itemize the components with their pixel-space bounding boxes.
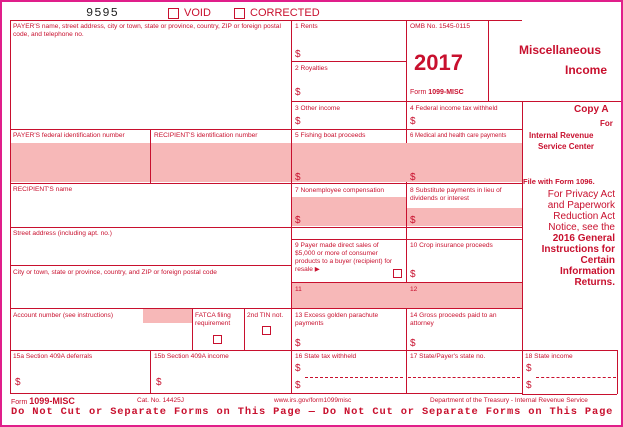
copy-heading: Copy A [574, 104, 609, 115]
box12-label: 12 [410, 286, 418, 293]
void-checkbox[interactable] [168, 8, 179, 19]
box13-dollar: $ [295, 338, 301, 349]
box5-dollar: $ [295, 172, 301, 183]
copy-for: For [600, 119, 613, 128]
box17-label: 17 State/Payer's state no. [410, 353, 486, 360]
box16-dollar-2: $ [295, 380, 301, 391]
box18-label: 18 State income [525, 353, 573, 360]
form-code: 9595 [86, 6, 119, 20]
payer-name-label: PAYER'S name, street address, city or town, state or province, country, ZIP or foreign postal code, and telephone no. [13, 23, 281, 38]
box7-dollar: $ [295, 215, 301, 226]
box7-label: 7 Nonemployee compensation [295, 187, 385, 194]
copy-file-with: File with Form 1096. [523, 177, 595, 186]
tax-year: 2017 [414, 50, 463, 75]
box1-label: 1 Rents [295, 23, 318, 30]
payer-tin-label: PAYER'S federal identification number [13, 132, 125, 139]
title-line1: Miscellaneous [519, 43, 602, 57]
void-label: VOID [184, 7, 211, 19]
footer-form: Form 1099-MISC [11, 396, 75, 406]
copy-service: Service Center [538, 142, 595, 151]
box2-label: 2 Royalties [295, 65, 328, 72]
fatca-label: FATCA filing requirement [195, 312, 231, 327]
box15a-dollar: $ [15, 377, 21, 388]
box15a-label: 15a Section 409A deferrals [13, 353, 93, 360]
box18-dollar-2: $ [526, 380, 532, 391]
box10-dollar: $ [410, 269, 416, 280]
footer-url: www.irs.gov/form1099misc [274, 397, 352, 404]
footer-warning: Do Not Cut or Separate Forms on This Page — Do Not Cut or Separate Forms on This Page [11, 406, 614, 418]
footer-dept: Department of the Treasury - Internal Revenue Service [430, 397, 588, 404]
box3-label: 3 Other income [295, 105, 341, 112]
title-line2: Income [565, 63, 608, 77]
recipient-name-label: RECIPIENT'S name [13, 186, 73, 193]
box16-dollar-1: $ [295, 363, 301, 374]
box15b-label: 15b Section 409A income [154, 353, 229, 360]
box8-dollar: $ [410, 215, 416, 226]
corrected-checkbox[interactable] [234, 8, 245, 19]
omb-form-line: Form 1099-MISC [410, 89, 464, 96]
box11-label: 11 [295, 286, 302, 293]
privacy-notice: For Privacy Act and Paperwork Reduction Act Notice, see the 2016 General Instructions for Certain Information Returns. [541, 189, 615, 288]
footer-cat: Cat. No. 14425J [137, 397, 184, 404]
corrected-label: CORRECTED [250, 7, 320, 19]
box9-checkbox[interactable] [393, 269, 402, 278]
payer-name-field[interactable] [13, 44, 289, 128]
box13-label: 13 Excess golden parachute payments [295, 312, 379, 327]
fatca-checkbox[interactable] [213, 335, 222, 344]
box15b-dollar: $ [156, 377, 162, 388]
second-tin-checkbox[interactable] [262, 326, 271, 335]
box3-dollar: $ [295, 116, 301, 127]
copy-internal: Internal Revenue [529, 131, 594, 140]
box6-label: 6 Medical and health care payments [410, 133, 507, 139]
account-label: Account number (see instructions) [13, 312, 114, 319]
box16-label: 16 State tax withheld [295, 353, 357, 360]
box1-dollar: $ [295, 49, 301, 60]
city-label: City or town, state or province, country, and ZIP or foreign postal code [13, 269, 217, 276]
box10-label: 10 Crop insurance proceeds [410, 242, 493, 249]
street-label: Street address (including apt. no.) [13, 230, 112, 237]
recipient-tin-label: RECIPIENT'S identification number [154, 132, 258, 139]
box14-label: 14 Gross proceeds paid to an attorney [410, 312, 497, 327]
box4-label: 4 Federal income tax withheld [410, 105, 498, 112]
box9-label: 9 Payer made direct sales of $5,000 or more of consumer products to a buyer (recipient) for resale ▶ [295, 242, 393, 273]
box4-dollar: $ [410, 116, 416, 127]
second-tin-label: 2nd TIN not. [247, 312, 284, 319]
box14-dollar: $ [410, 338, 416, 349]
omb-label: OMB No. 1545-0115 [410, 23, 470, 30]
box18-dollar-1: $ [526, 363, 532, 374]
box2-dollar: $ [295, 87, 301, 98]
box8-label: 8 Substitute payments in lieu of dividends or interest [410, 187, 502, 202]
box5-label: 5 Fishing boat proceeds [295, 132, 366, 139]
box6-dollar: $ [410, 172, 416, 183]
tin-shade [11, 143, 291, 182]
